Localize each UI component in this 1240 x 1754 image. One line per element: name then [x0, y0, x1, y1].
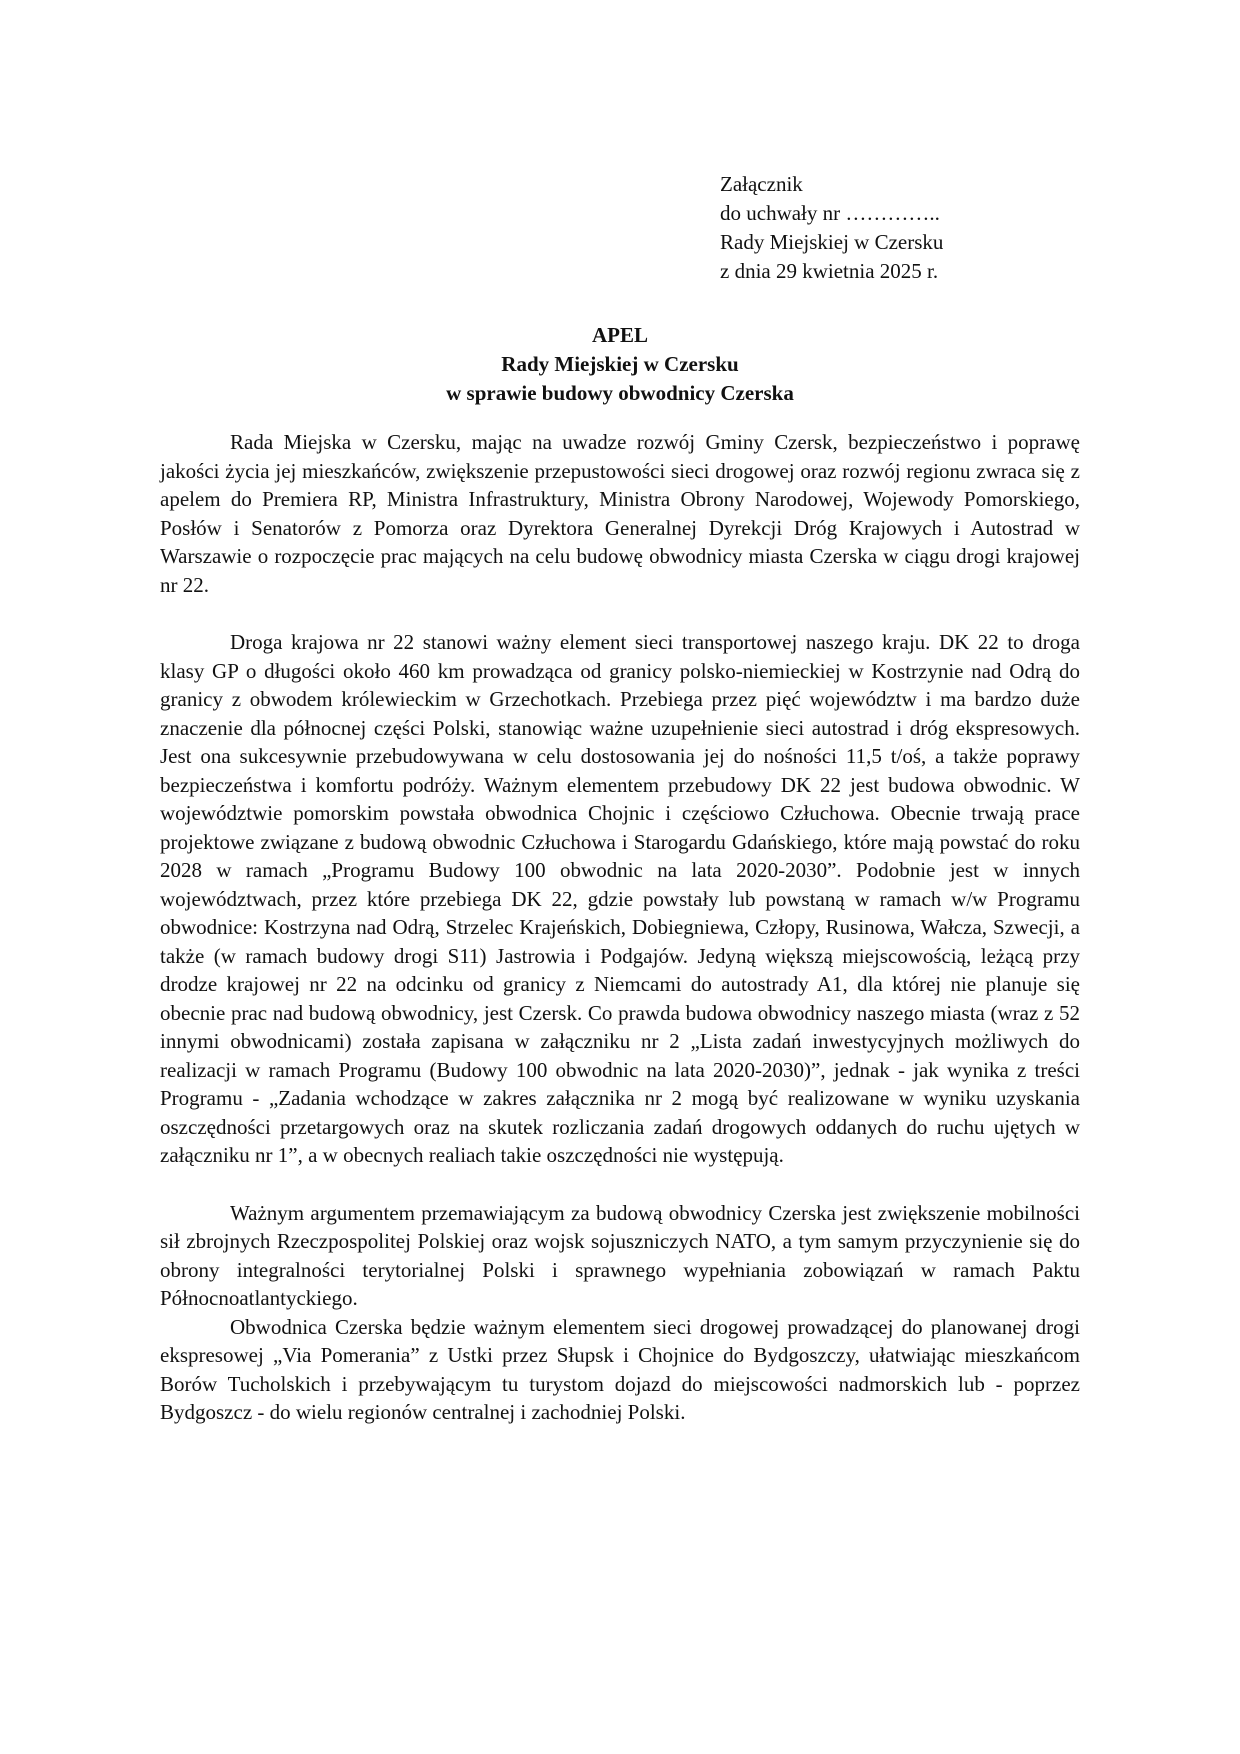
attachment-label: Załącznik: [720, 172, 803, 196]
document-title: [0, 321, 1240, 408]
paragraph-military: Ważnym argumentem przemawiającym za budową obwodnicy Czerska jest zwiększenie mobilności sił zbrojnych Rzeczpospolitej Polskiej oraz wojsk sojuszniczych NATO, a tym samym przyczynienie się do obrony integralności terytorialnej Polski i sprawnego wypełniania zobowiązań w ramach Paktu Północnoatlantyckiego.: [160, 1200, 1080, 1310]
title-apel: APEL: [591, 323, 648, 347]
paragraph-dk22: Droga krajowa nr 22 stanowi ważny element sieci transportowej naszego kraju. DK 22 to droga klasy GP o długości około 460 km prowadząca od granicy polsko-niemieckiej w Kostrzynie nad Odrą do granicy z obwodem królewieckim w Grzechotkach. Przebiega przez pięć województw i ma bardzo duże znaczenie dla północnej części Polski, stanowiąc ważne uzupełnienie sieci autostrad i dróg ekspresowych. Jest ona sukcesywnie przebudowywana w celu dostosowania jej do nośności 11,5 t/oś, a także poprawy bezpieczeństwa i komfortu podróży. Ważnym elementem przebudowy DK 22 jest budowa obwodnic. W województwie pomorskim powstała obwodnica Chojnic i częściowo Człuchowa. Obecnie trwają prace projektowe związane z budową obwodnic Człuchowa i Starogardu Gdańskiego, które mają powstać do roku 2028 w ramach „Programu Budowy 100 obwodnic na lata 2020-2030”. Podobnie jest w innych województwach, przez które przebiega DK 22, gdzie powstały lub powstaną w ramach w/w Programu obwodnice: Kostrzyna nad Odrą, Strzelec Krajeńskich, Dobiegniewa, Człopy, Rusinowa, Wałcza, Szwecji, a także (w ramach budowy drogi S11) Jastrowia i Podgajów. Jedyną większą miejscowością, leżącą przy drodze krajowej nr 22 na odcinku od granicy z Niemcami do autostrady A1, dla której nie planuje się obecnie prac nad budową obwodnicy, jest Czersk. Co prawda budowa obwodnicy naszego miasta (wraz z 52 innymi obwodnicami) została zapisana w załączniku nr 2 „Lista zadań inwestycyjnych możliwych do realizacji w ramach Programu (Budowy 100 obwodnic na lata 2020-2030)”, jednak - jak wynika z treści Programu - „Zadania wchodzące w zakres załącznika nr 2 mogą być realizowane w wyniku uzyskania oszczędności przetargowych oraz na skutek rozliczania zadań drogowych oddanych do ruchu ujętych w załączniku nr 1”, a w obecnych realiach takie oszczędności nie występują.: [160, 630, 1080, 1167]
paragraph-via-pomerania: Obwodnica Czerska będzie ważnym elementem sieci drogowej prowadzącej do planowanej drogi ekspresowej „Via Pomerania” z Ustki przez Słupsk i Chojnice do Bydgoszczy, ułatwiając mieszkańcom Borów Tucholskich i przebywającym tu turystom dojazd do miejscowości nadmorskich lub - poprzez Bydgoszcz - do wielu regionów centralnej i zachodniej Polski.: [160, 1314, 1080, 1424]
title-subject: w sprawie budowy obwodnicy Czerska: [446, 381, 794, 405]
title-council: Rady Miejskiej w Czersku: [501, 352, 739, 376]
council-name: Rady Miejskiej w Czersku: [720, 230, 944, 254]
attachment-date: z dnia 29 kwietnia 2025 r.: [720, 259, 939, 283]
paragraph-appeal: Rada Miejska w Czersku, mając na uwadze rozwój Gminy Czersk, bezpieczeństwo i poprawę jakości życia jej mieszkańców, zwiększenie przepustowości sieci drogowej oraz rozwój regionu zwraca się z apelem do Premiera RP, Ministra Infrastruktury, Ministra Obrony Narodowej, Wojewody Pomorskiego, Posłów i Senatorów z Pomorza oraz Dyrektora Generalnej Dyrekcji Dróg Krajowych i Autostrad w Warszawie o rozpoczęcie prac mających na celu budowę obwodnicy miasta Czerska w ciągu drogi krajowej nr 22.: [160, 430, 1080, 597]
resolution-number: do uchwały nr …………..: [720, 201, 940, 225]
document-body: [160, 428, 1080, 1427]
attachment-header: [720, 170, 943, 286]
